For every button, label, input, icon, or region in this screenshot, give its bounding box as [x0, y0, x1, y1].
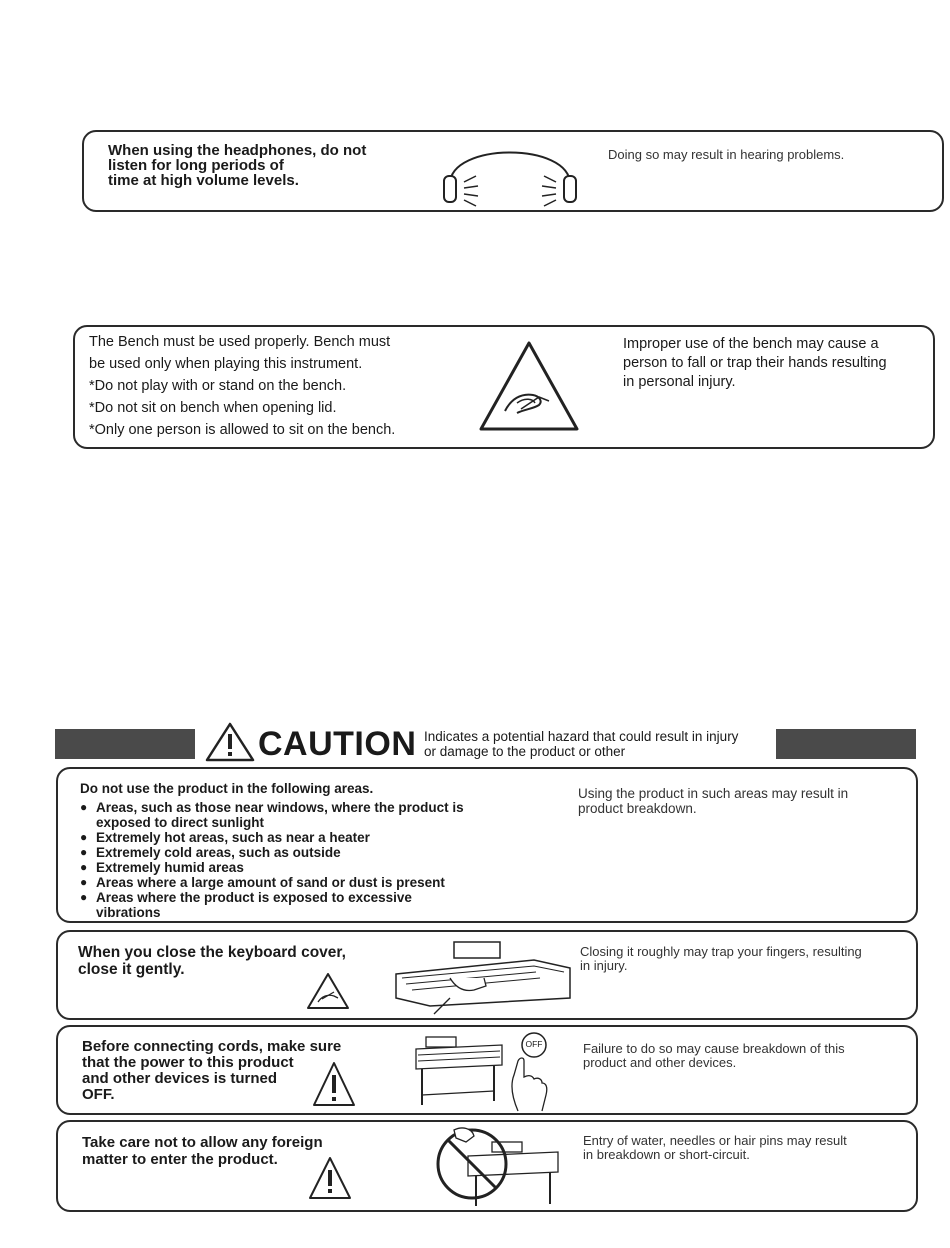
list-item: ● Areas where a large amount of sand or dust is present	[80, 875, 464, 890]
list-item: ● Extremely cold areas, such as outside	[80, 845, 464, 860]
list-item: ● Extremely hot areas, such as near a heater	[80, 830, 464, 845]
bench-instruction: The Bench must be used properly. Bench must be used only when playing this instrument. *Do not play with or stand on the bench. *Do not sit on bench when opening lid. *Only one person is allowed to sit on the bench.	[89, 334, 396, 438]
caution-label: CAUTION	[258, 725, 417, 763]
list-item: ● Areas, such as those near windows, where the product is exposed to direct sunlight	[80, 800, 464, 830]
areas-caution-box	[56, 767, 918, 923]
off-label: OFF	[525, 1039, 543, 1049]
list-item: ● Areas where the product is exposed to excessive vibrations	[80, 890, 464, 920]
bench-warning-box	[73, 325, 935, 449]
no-liquid-prohibition-icon	[432, 1124, 562, 1210]
areas-consequence: Using the product in such areas may result in product breakdown.	[578, 786, 849, 816]
cords-caution-box	[56, 1025, 918, 1115]
headphones-icon	[440, 134, 580, 210]
keyboard-cover-consequence: Closing it roughly may trap your fingers, resulting in injury.	[580, 944, 862, 973]
keyboard-cover-caution-box	[56, 930, 918, 1020]
cords-instruction: Before connecting cords, make sure that the power to this product and other devices is turned OFF.	[82, 1038, 342, 1103]
areas-list	[80, 800, 464, 920]
warning-triangle-icon	[312, 1061, 356, 1109]
headphones-instruction: When using the headphones, do not listen for long periods of time at high volume levels.	[108, 142, 367, 189]
hand-pinch-warning-icon	[477, 339, 581, 433]
foreign-matter-instruction: Take care not to allow any foreign matter to enter the product.	[82, 1134, 323, 1168]
caution-bar-right	[776, 729, 916, 759]
keyboard-cover-instruction: When you close the keyboard cover, close it gently.	[78, 944, 346, 978]
hand-pinch-warning-icon	[306, 972, 350, 1010]
cords-consequence: Failure to do so may cause breakdown of this product and other devices.	[583, 1041, 845, 1070]
caution-description: Indicates a potential hazard that could result in injury or damage to the product or other	[424, 729, 739, 759]
areas-title: Do not use the product in the following areas.	[80, 781, 374, 796]
bench-consequence: Improper use of the bench may cause a person to fall or trap their hands resulting in personal injury.	[623, 336, 887, 390]
caution-bar-left	[55, 729, 195, 759]
warning-triangle-icon	[308, 1156, 352, 1202]
piano-keyboard-icon	[394, 938, 574, 1016]
digital-piano-icon	[414, 1035, 504, 1107]
foreign-matter-caution-box	[56, 1120, 918, 1212]
headphones-consequence: Doing so may result in hearing problems.	[608, 147, 845, 162]
foreign-matter-consequence: Entry of water, needles or hair pins may result in breakdown or short-circuit.	[583, 1133, 847, 1162]
headphones-warning-box	[82, 130, 944, 212]
list-item: ● Extremely humid areas	[80, 860, 464, 875]
warning-triangle-icon	[205, 722, 255, 762]
